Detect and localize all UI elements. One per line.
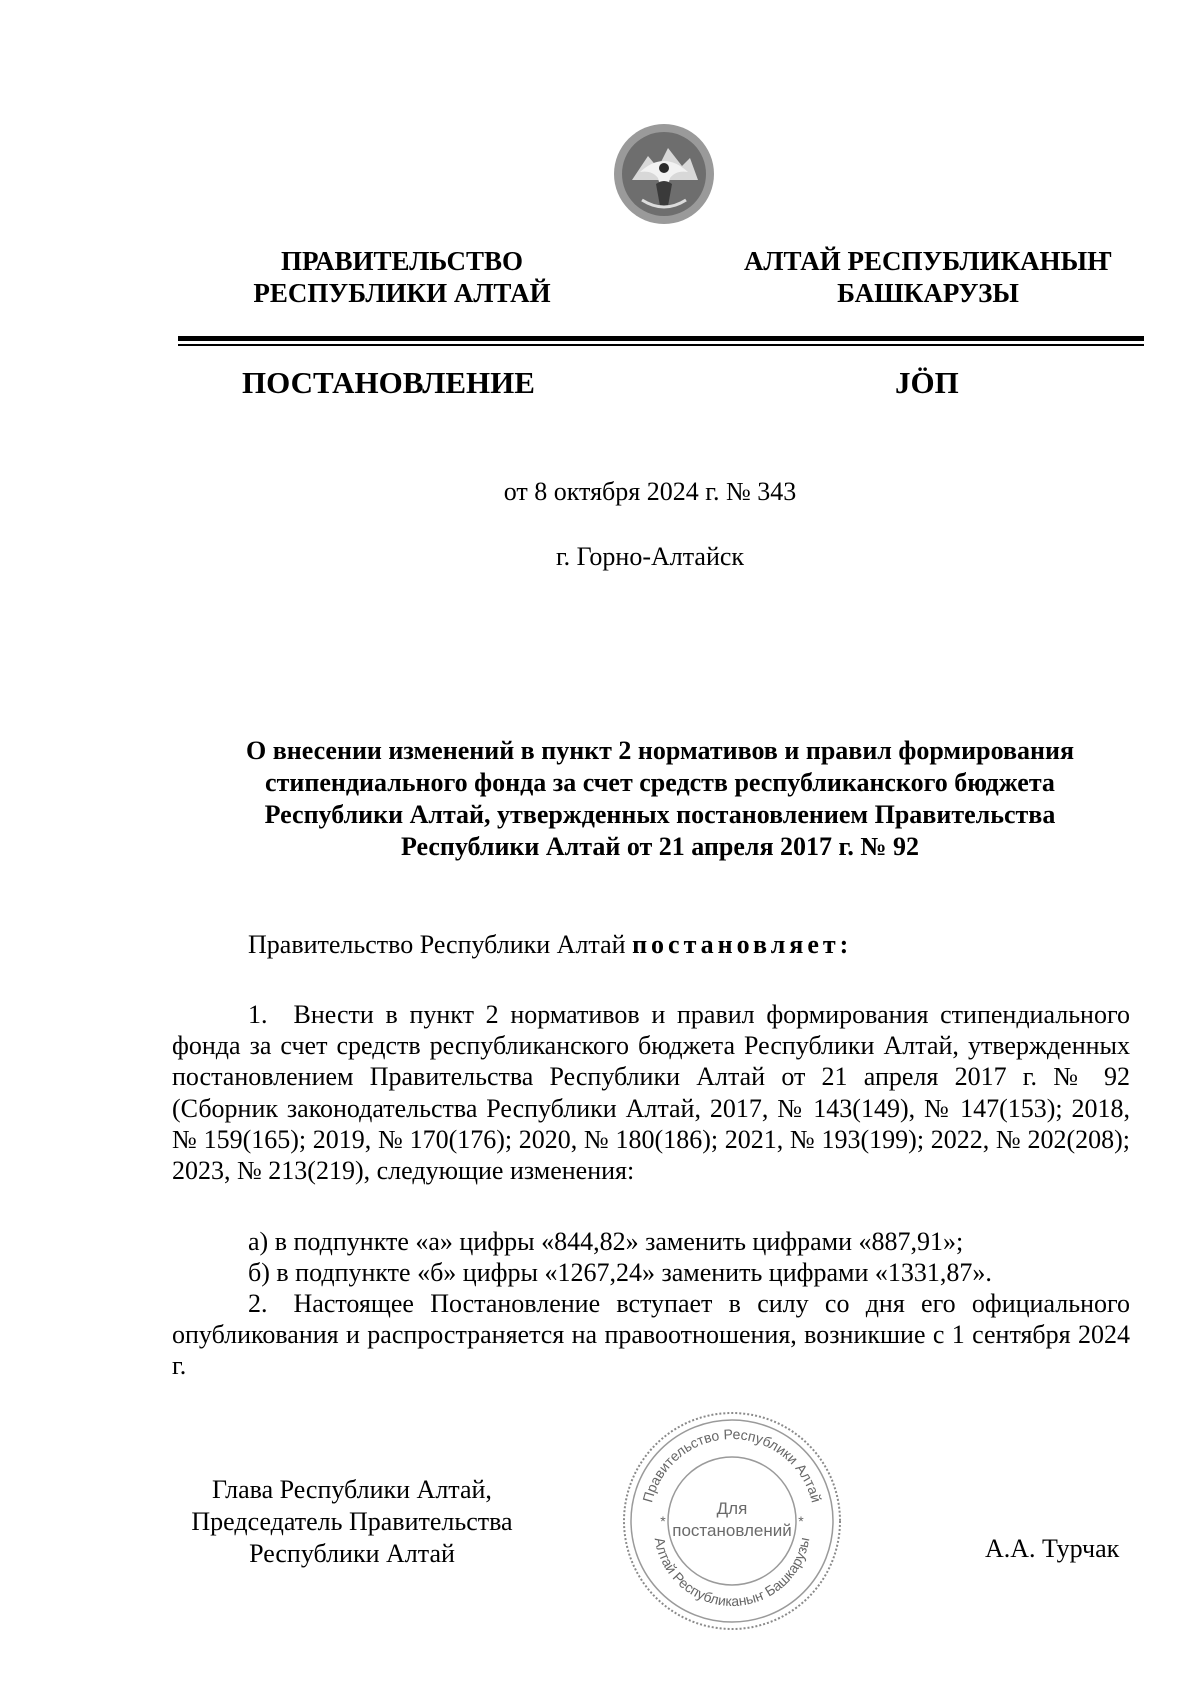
- subparagraph-a: а) в подпункте «а» цифры «844,82» заменить цифрами «887,91»;: [248, 1227, 964, 1256]
- doc-type-russian: ПОСТАНОВЛЕНИЕ: [242, 365, 535, 400]
- document-title: [180, 735, 1140, 863]
- org-name-russian: [192, 245, 612, 309]
- stamp-seal-icon: [620, 1410, 844, 1632]
- altai-republic-coat-of-arms-icon: [612, 122, 716, 226]
- signatory-position: [170, 1474, 534, 1570]
- svg-text:*: *: [660, 1513, 666, 1529]
- preamble-text: Правительство Республики Алтай: [248, 930, 633, 959]
- coat-of-arms-emblem: [612, 122, 716, 226]
- title-line: Республики Алтай от 21 апреля 2017 г. № 92: [400, 832, 920, 861]
- org-name-altai: [718, 245, 1138, 309]
- date-and-number: от 8 октября 2024 г. № 343: [503, 477, 797, 506]
- svg-text:*: *: [798, 1513, 804, 1529]
- doc-type-altai: JӦП: [895, 365, 959, 400]
- stamp-center-line: постановлений: [672, 1521, 792, 1540]
- position-line: Глава Республики Алтай,: [212, 1475, 492, 1504]
- paragraph-2: 2. Настоящее Постановление вступает в силу со дня его официального опубликования и распространяется на правоотношения, возникшие с 1 сентября 2024 г.: [172, 1289, 1130, 1381]
- position-line: Республики Алтай: [249, 1539, 455, 1568]
- header-divider-thick: [178, 336, 1144, 341]
- title-line: О внесении изменений в пункт 2 нормативов и правил формирования: [245, 736, 1075, 765]
- signatory-name: А.А. Турчак: [985, 1534, 1120, 1563]
- org-name-line: АЛТАЙ РЕСПУБЛИКАНЫҤ: [743, 246, 1113, 276]
- preamble-decrees: постановляет:: [632, 930, 853, 959]
- header-divider-thin: [178, 344, 1144, 346]
- position-line: Председатель Правительства: [191, 1507, 513, 1536]
- org-name-line: ПРАВИТЕЛЬСТВО: [280, 246, 524, 276]
- subparagraph-b: б) в подпункте «б» цифры «1267,24» заменить цифрами «1331,87».: [248, 1258, 992, 1287]
- org-name-line: БАШКАРУЗЫ: [837, 278, 1019, 308]
- official-stamp: [620, 1410, 844, 1632]
- title-line: стипендиального фонда за счет средств республиканского бюджета: [265, 768, 1055, 797]
- org-name-line: РЕСПУБЛИКИ АЛТАЙ: [253, 278, 551, 308]
- stamp-bottom-text: Алтай Республиканыҥ Башкарузы: [651, 1535, 813, 1610]
- preamble: [248, 929, 852, 961]
- svg-text:Алтай Республиканыҥ Башкарузы: [652, 1536, 813, 1609]
- paragraph-1: 1. Внести в пункт 2 нормативов и правил формирования стипендиального фонда за счет средств республиканского бюджета Республики Алтай, утвержденных постановлением Правительства Республики Алтай от 21 апреля 2017 г. № 92 (Сборник законодательства Республики Алтай, 2017, № 143(149), № 147(153); 2018, № 159(165); 2019, № 170(176); 2020, № 180(186); 2021, № 193(199); 2022, № 202(208); 2023, № 213(219), следующие изменения:: [172, 1000, 1130, 1186]
- stamp-outer-text: Правительство Республики Алтай: [639, 1425, 825, 1505]
- city: г. Горно-Алтайск: [555, 542, 745, 571]
- svg-text:Правительство Республики Алтай: [639, 1426, 824, 1504]
- title-line: Республики Алтай, утвержденных постановлением Правительства: [264, 800, 1056, 829]
- stamp-center-line: Для: [716, 1499, 748, 1518]
